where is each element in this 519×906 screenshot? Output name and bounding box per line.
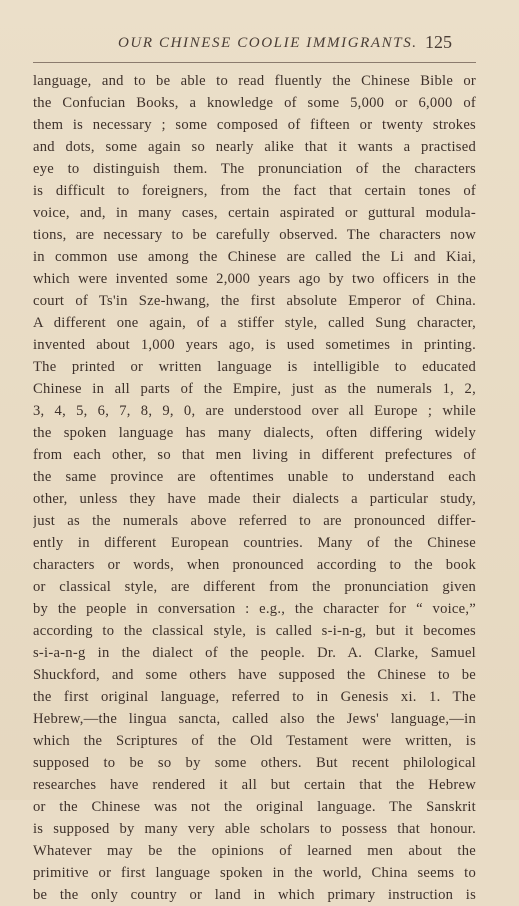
- text-line: in common use among the Chinese are called the Li and Kiai,: [33, 249, 476, 265]
- text-line: and dots, some again so nearly alike that it wants a practised: [33, 139, 476, 155]
- text-line: the spoken language has many dialects, often differing widely: [33, 425, 476, 441]
- text-line: is supposed by many very able scholars to possess that honour.: [33, 821, 476, 837]
- text-line: tions, are necessary to be carefully observed. The characters now: [33, 227, 476, 243]
- text-line: by the people in conversation : e.g., the character for “ voice,”: [33, 601, 476, 617]
- text-line: primitive or first language spoken in the world, China seems to: [33, 865, 476, 881]
- text-line: is difficult to foreigners, from the fact that certain tones of: [33, 183, 476, 199]
- text-line: the same province are oftentimes unable to understand each: [33, 469, 476, 485]
- text-line: Hebrew,—the lingua sancta, called also the Jews' language,—in: [33, 711, 476, 727]
- text-line: other, unless they have made their dialects a particular study,: [33, 491, 476, 507]
- text-line: Whatever may be the opinions of learned men about the: [33, 843, 476, 859]
- text-line: which were invented some 2,000 years ago by two officers in the: [33, 271, 476, 287]
- text-line: eye to distinguish them. The pronunciation of the characters: [33, 161, 476, 177]
- text-line: language, and to be able to read fluently the Chinese Bible or: [33, 73, 476, 89]
- text-line: 3, 4, 5, 6, 7, 8, 9, 0, are understood over all Europe ; while: [33, 403, 476, 419]
- text-line: just as the numerals above referred to are pronounced differ-: [33, 513, 476, 529]
- text-line: Chinese in all parts of the Empire, just as the numerals 1, 2,: [33, 381, 476, 397]
- text-line: Shuckford, and some others have supposed the Chinese to be: [33, 667, 476, 683]
- text-line: The printed or written language is intelligible to educated: [33, 359, 476, 375]
- text-line: from each other, so that men living in different prefectures of: [33, 447, 476, 463]
- text-line: characters or words, when pronounced according to the book: [33, 557, 476, 573]
- text-line: them is necessary ; some composed of fifteen or twenty strokes: [33, 117, 476, 133]
- header-rule: [33, 62, 476, 63]
- text-line: supposed to be so by some others. But recent philological: [33, 755, 476, 771]
- text-line: be the only country or land in which primary instruction is: [33, 887, 476, 903]
- text-line: ently in different European countries. Many of the Chinese: [33, 535, 476, 551]
- text-line: voice, and, in many cases, certain aspirated or guttural modula-: [33, 205, 476, 221]
- running-title: OUR CHINESE COOLIE IMMIGRANTS.: [118, 35, 418, 51]
- text-line: researches have rendered it all but certain that the Hebrew: [33, 777, 476, 793]
- text-line: the first original language, referred to in Genesis xi. 1. The: [33, 689, 476, 705]
- text-line: according to the classical style, is called s-i-n-g, but it becomes: [33, 623, 476, 639]
- text-line: invented about 1,000 years ago, is used sometimes in printing.: [33, 337, 476, 353]
- text-line: the Confucian Books, a knowledge of some 5,000 or 6,000 of: [33, 95, 476, 111]
- text-line: A different one again, of a stiffer style, called Sung character,: [33, 315, 476, 331]
- text-line: or classical style, are different from the pronunciation given: [33, 579, 476, 595]
- running-header: [0, 32, 519, 56]
- text-line: s-i-a-n-g in the dialect of the people. Dr. A. Clarke, Samuel: [33, 645, 476, 661]
- page-number: 125: [425, 32, 452, 52]
- body-text: [33, 70, 476, 906]
- text-line: which the Scriptures of the Old Testament were written, is: [33, 733, 476, 749]
- text-line: or the Chinese was not the original language. The Sanskrit: [33, 799, 476, 815]
- text-line: court of Ts'in Sze-hwang, the first absolute Emperor of China.: [33, 293, 476, 309]
